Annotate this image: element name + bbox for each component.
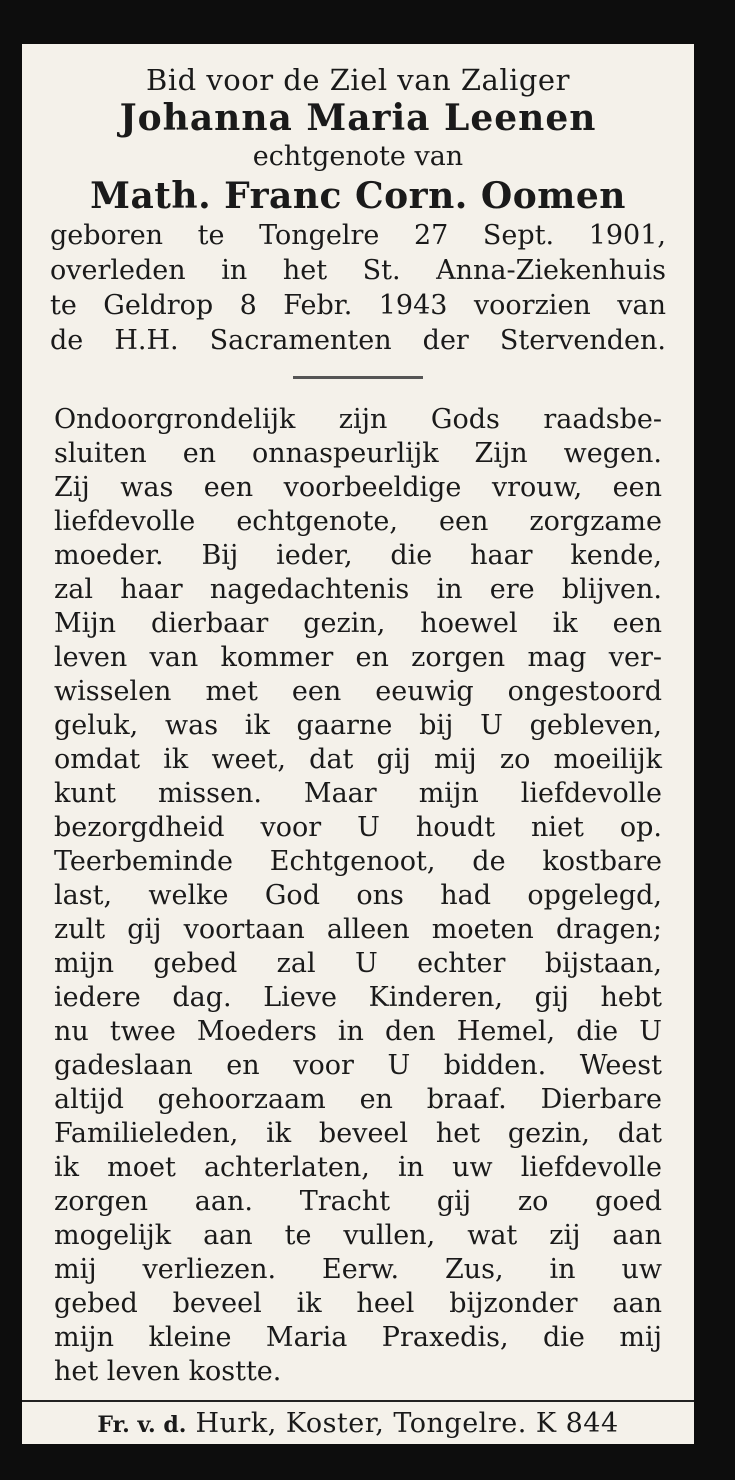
body-line: sluiten en onnaspeurlijk Zijn wegen. bbox=[54, 438, 662, 469]
footer-rule bbox=[22, 1400, 694, 1402]
body-line: zal haar nagedachtenis in ere blijven. bbox=[54, 574, 662, 605]
body-line: Zij was een voorbeeldige vrouw, een bbox=[54, 472, 662, 503]
body-line: kunt missen. Maar mijn liefdevolle bbox=[54, 778, 662, 809]
printer-text: Hurk, Koster, Tongelre. K 844 bbox=[195, 1408, 619, 1439]
body-line: liefdevolle echtgenote, een zorgzame bbox=[54, 506, 662, 537]
printer-prefix: Fr. v. d. bbox=[97, 1412, 187, 1438]
body-line: nu twee Moeders in den Hemel, die U bbox=[54, 1016, 662, 1047]
body-line: moeder. Bij ieder, die haar kende, bbox=[54, 540, 662, 571]
deceased-name: Johanna Maria Leenen bbox=[119, 97, 597, 139]
body-line: altijd gehoorzaam en braaf. Dierbare bbox=[54, 1084, 662, 1115]
details-line: geboren te Tongelre 27 Sept. 1901, bbox=[50, 220, 666, 251]
details-line: te Geldrop 8 Febr. 1943 voorzien van bbox=[50, 290, 666, 321]
body-line: ik moet achterlaten, in uw liefdevolle bbox=[54, 1152, 662, 1183]
life-details bbox=[22, 218, 694, 358]
card-header bbox=[22, 44, 694, 218]
body-line: omdat ik weet, dat gij mij zo moeilijk bbox=[54, 744, 662, 775]
divider bbox=[293, 376, 423, 379]
body-line: wisselen met een eeuwig ongestoord bbox=[54, 676, 662, 707]
body-line: last, welke God ons had opgelegd, bbox=[54, 880, 662, 911]
body-line: zult gij voortaan alleen moeten dragen; bbox=[54, 914, 662, 945]
body-line: Mijn dierbaar gezin, hoewel ik een bbox=[54, 608, 662, 639]
intro-line: Bid voor de Ziel van Zaliger bbox=[146, 63, 570, 97]
memorial-card bbox=[22, 44, 694, 1444]
body-line: bezorgdheid voor U houdt niet op. bbox=[54, 812, 662, 843]
body-line: Familieleden, ik beveel het gezin, dat bbox=[54, 1118, 662, 1149]
body-line: gadeslaan en voor U bidden. Weest bbox=[54, 1050, 662, 1081]
body-line: zorgen aan. Tracht gij zo goed bbox=[54, 1186, 662, 1217]
spouse-name: Math. Franc Corn. Oomen bbox=[90, 175, 626, 217]
body-line: mij verliezen. Eerw. Zus, in uw bbox=[54, 1254, 662, 1285]
details-line: overleden in het St. Anna-Ziekenhuis bbox=[50, 255, 666, 286]
spouse-intro: echtgenote van bbox=[252, 141, 464, 172]
body-line: Teerbeminde Echtgenoot, de kostbare bbox=[54, 846, 662, 877]
body-line: mijn kleine Maria Praxedis, die mij bbox=[54, 1322, 662, 1353]
memorial-text bbox=[22, 403, 694, 1389]
body-line: gebed beveel ik heel bijzonder aan bbox=[54, 1288, 662, 1319]
body-line: iedere dag. Lieve Kinderen, gij hebt bbox=[54, 982, 662, 1013]
body-line: mijn gebed zal U echter bijstaan, bbox=[54, 948, 662, 979]
body-line: Ondoorgrondelijk zijn Gods raadsbe- bbox=[54, 404, 662, 435]
body-line: het leven kostte. bbox=[54, 1356, 282, 1387]
printer-footer bbox=[22, 1406, 694, 1443]
details-line: de H.H. Sacramenten der Stervenden. bbox=[50, 325, 666, 356]
body-line: geluk, was ik gaarne bij U gebleven, bbox=[54, 710, 662, 741]
body-line: mogelijk aan te vullen, wat zij aan bbox=[54, 1220, 662, 1251]
body-line: leven van kommer en zorgen mag ver- bbox=[54, 642, 662, 673]
